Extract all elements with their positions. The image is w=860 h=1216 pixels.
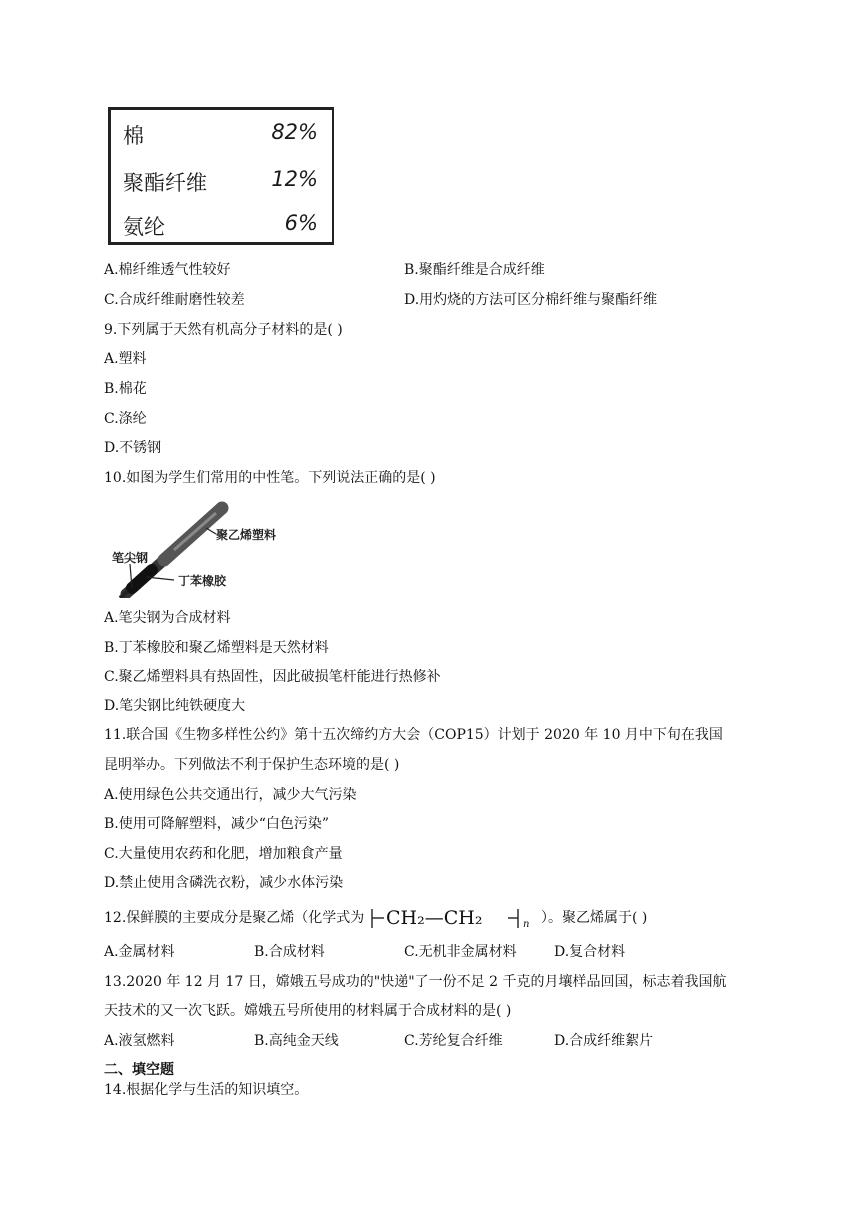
pen-label-plastic: 聚乙烯塑料: [216, 528, 277, 542]
pen-label-tip: 笔尖钢: [112, 551, 149, 565]
q12-option-a: A.金属材料: [104, 944, 175, 960]
q9-stem: 9.下列属于天然有机高分子材料的是( ): [104, 322, 343, 338]
label-row-polyester: [123, 167, 318, 197]
label-percent: 82%: [271, 120, 318, 144]
label-name: 聚酯纤维: [123, 171, 207, 195]
q8-option-c: C.合成纤维耐磨性较差: [104, 292, 245, 308]
q11-option-c: C.大量使用农药和化肥，增加粮食产量: [104, 846, 343, 862]
label-percent: 12%: [271, 167, 318, 191]
q13-stem-line1: 13.2020 年 12 月 17 日，嫦娥五号成功的"快递"了一份不足 2 千克的月壤样品回国，标志着我国航: [104, 974, 727, 990]
q9-option-a: A.塑料: [104, 351, 147, 367]
q11-stem-line1: 11.联合国《生物多样性公约》第十五次缔约方大会（COP15）计划于 2020 年 10 月中下旬在我国: [104, 727, 723, 743]
q12-option-b: B.合成材料: [254, 944, 325, 960]
q13-option-d: D.合成纤维絮片: [554, 1033, 654, 1049]
q10-option-b: B.丁苯橡胶和聚乙烯塑料是天然材料: [104, 640, 329, 656]
q12-option-d: D.复合材料: [554, 944, 626, 960]
q13-option-a: A.液氢燃料: [104, 1033, 175, 1049]
clothing-label-image: [108, 107, 334, 245]
q9-option-b: B.棉花: [104, 381, 147, 397]
q8-option-a: A.棉纤维透气性较好: [104, 262, 231, 278]
q11-stem-line2: 昆明举办。下列做法不利于保护生态环境的是( ): [104, 757, 400, 773]
label-row-spandex: [123, 211, 318, 241]
q12-stem-before: 12.保鲜膜的主要成分是聚乙烯（化学式为: [104, 910, 365, 926]
q14-stem: 14.根据化学与生活的知识填空。: [104, 1082, 309, 1098]
q13-option-c: C.芳纶复合纤维: [404, 1033, 503, 1049]
pen-label-rubber: 丁苯橡胶: [178, 574, 227, 588]
q13-option-b: B.高纯金天线: [254, 1033, 339, 1049]
q10-option-d: D.笔尖钢比纯铁硬度大: [104, 698, 246, 714]
section-title: 二、填空题: [104, 1062, 174, 1078]
q8-option-d: D.用灼烧的方法可区分棉纤维与聚酯纤维: [404, 292, 658, 308]
q10-stem: 10.如图为学生们常用的中性笔。下列说法正确的是( ): [104, 470, 436, 486]
q10-option-a: A.笔尖钢为合成材料: [104, 610, 231, 626]
q12-option-c: C.无机非金属材料: [404, 944, 517, 960]
q11-option-d: D.禁止使用含磷洗衣粉，减少水体污染: [104, 875, 344, 891]
label-name: 棉: [123, 124, 144, 148]
q11-option-b: B.使用可降解塑料，减少“白色污染”: [104, 816, 330, 832]
formula-unit: CH₂—CH₂: [386, 907, 483, 929]
pen-figure: [104, 500, 300, 598]
q9-option-c: C.涤纶: [104, 411, 147, 427]
q12-stem-after: ）。聚乙烯属于( ): [541, 910, 648, 926]
polyethylene-formula: [368, 906, 538, 932]
label-row-cotton: [123, 120, 318, 150]
label-percent: 6%: [284, 211, 318, 235]
q9-option-d: D.不锈钢: [104, 440, 162, 456]
q11-option-a: A.使用绿色公共交通出行，减少大气污染: [104, 787, 357, 803]
q13-stem-line2: 天技术的又一次飞跃。嫦娥五号所使用的材料属于合成材料的是( ): [104, 1003, 512, 1019]
q10-option-c: C.聚乙烯塑料具有热固性，因此破损笔杆能进行热修补: [104, 669, 441, 685]
formula-subscript: n: [523, 919, 530, 930]
label-name: 氨纶: [123, 215, 165, 239]
q8-option-b: B.聚酯纤维是合成纤维: [404, 262, 545, 278]
